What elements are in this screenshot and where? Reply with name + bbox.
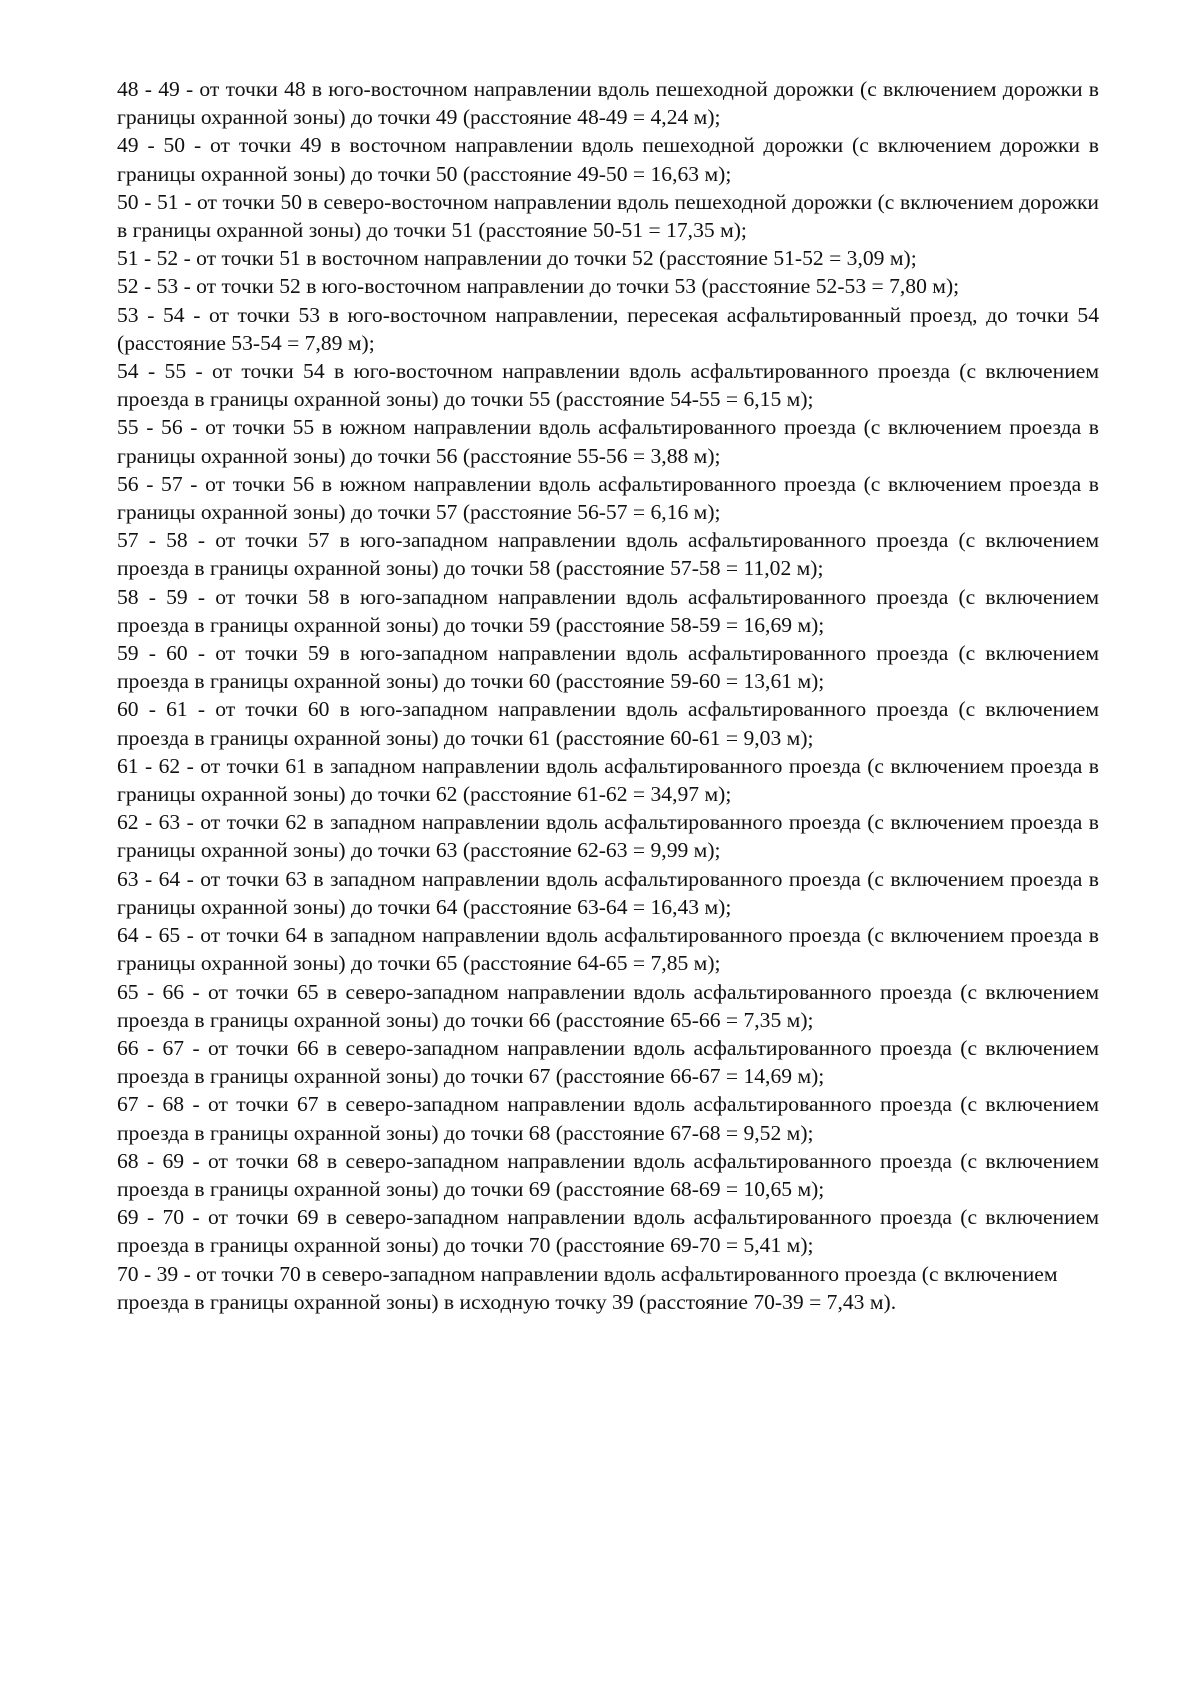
- boundary-entry-53-54: 53 - 54 - от точки 53 в юго-восточном направлении, пересекая асфальтированный проезд, до точки 54 (расстояние 53-54 = 7,89 м);: [117, 302, 1099, 355]
- boundary-entry-70-39: 70 - 39 - от точки 70 в северо-западном направлении вдоль асфальтированного проезда (с включением проезда в границы охранной зоны) в исходную точку 39 (расстояние 70-39 = 7,43 м).: [117, 1261, 1058, 1314]
- boundary-entry-49-50: 49 - 50 - от точки 49 в восточном направлении вдоль пешеходной дорожки (с включением дорожки в границы охранной зоны) до точки 50 (расстояние 49-50 = 16,63 м);: [117, 133, 1099, 186]
- boundary-entry-59-60: 59 - 60 - от точки 59 в юго-западном направлении вдоль асфальтированного проезда (с включением проезда в границы охранной зоны) до точки 60 (расстояние 59-60 = 13,61 м);: [117, 641, 1099, 694]
- boundary-entry-65-66: 65 - 66 - от точки 65 в северо-западном направлении вдоль асфальтированного проезда (с включением проезда в границы охранной зоны) до точки 66 (расстояние 65-66 = 7,35 м);: [117, 979, 1099, 1032]
- boundary-entry-56-57: 56 - 57 - от точки 56 в южном направлении вдоль асфальтированного проезда (с включением проезда в границы охранной зоны) до точки 57 (расстояние 56-57 = 6,16 м);: [117, 471, 1099, 525]
- boundary-entry-60-61: 60 - 61 - от точки 60 в юго-западном направлении вдоль асфальтированного проезда (с включением проезда в границы охранной зоны) до точки 61 (расстояние 60-61 = 9,03 м);: [117, 697, 1099, 750]
- boundary-entry-52-53: 52 - 53 - от точки 52 в юго-восточном направлении до точки 53 (расстояние 52-53 = 7,80 м);: [117, 274, 960, 299]
- boundary-entry-50-51: 50 - 51 - от точки 50 в северо-восточном направлении вдоль пешеходной дорожки (с включением дорожки в границы охранной зоны) до точки 51 (расстояние 50-51 = 17,35 м);: [117, 189, 1099, 243]
- boundary-entry-68-69: 68 - 69 - от точки 68 в северо-западном направлении вдоль асфальтированного проезда (с включением проезда в границы охранной зоны) до точки 69 (расстояние 68-69 = 10,65 м);: [117, 1148, 1099, 1201]
- boundary-entry-55-56: 55 - 56 - от точки 55 в южном направлении вдоль асфальтированного проезда (с включением проезда в границы охранной зоны) до точки 56 (расстояние 55-56 = 3,88 м);: [117, 415, 1099, 468]
- boundary-entry-62-63: 62 - 63 - от точки 62 в западном направлении вдоль асфальтированного проезда (с включением проезда в границы охранной зоны) до точки 63 (расстояние 62-63 = 9,99 м);: [117, 810, 1099, 863]
- boundary-entry-66-67: 66 - 67 - от точки 66 в северо-западном направлении вдоль асфальтированного проезда (с включением проезда в границы охранной зоны) до точки 67 (расстояние 66-67 = 14,69 м);: [117, 1035, 1099, 1089]
- boundary-entry-51-52: 51 - 52 - от точки 51 в восточном направлении до точки 52 (расстояние 51-52 = 3,09 м);: [117, 246, 917, 271]
- boundary-entry-64-65: 64 - 65 - от точки 64 в западном направлении вдоль асфальтированного проезда (с включением проезда в границы охранной зоны) до точки 65 (расстояние 64-65 = 7,85 м);: [117, 923, 1099, 976]
- boundary-entry-57-58: 57 - 58 - от точки 57 в юго-западном направлении вдоль асфальтированного проезда (с включением проезда в границы охранной зоны) до точки 58 (расстояние 57-58 = 11,02 м);: [117, 528, 1099, 581]
- boundary-entry-48-49: 48 - 49 - от точки 48 в юго-восточном направлении вдоль пешеходной дорожки (с включением дорожки в границы охранной зоны) до точки 49 (расстояние 48-49 = 4,24 м);: [117, 77, 1099, 130]
- document-body: [117, 75, 1099, 1316]
- boundary-entry-69-70: 69 - 70 - от точки 69 в северо-западном направлении вдоль асфальтированного проезда (с включением проезда в границы охранной зоны) до точки 70 (расстояние 69-70 = 5,41 м);: [117, 1205, 1099, 1258]
- boundary-entry-67-68: 67 - 68 - от точки 67 в северо-западном направлении вдоль асфальтированного проезда (с включением проезда в границы охранной зоны) до точки 68 (расстояние 67-68 = 9,52 м);: [117, 1092, 1099, 1145]
- boundary-entry-63-64: 63 - 64 - от точки 63 в западном направлении вдоль асфальтированного проезда (с включением проезда в границы охранной зоны) до точки 64 (расстояние 63-64 = 16,43 м);: [117, 866, 1099, 919]
- boundary-entry-61-62: 61 - 62 - от точки 61 в западном направлении вдоль асфальтированного проезда (с включением проезда в границы охранной зоны) до точки 62 (расстояние 61-62 = 34,97 м);: [117, 753, 1099, 807]
- boundary-entry-58-59: 58 - 59 - от точки 58 в юго-западном направлении вдоль асфальтированного проезда (с включением проезда в границы охранной зоны) до точки 59 (расстояние 58-59 = 16,69 м);: [117, 584, 1099, 637]
- boundary-entry-54-55: 54 - 55 - от точки 54 в юго-восточном направлении вдоль асфальтированного проезда (с включением проезда в границы охранной зоны) до точки 55 (расстояние 54-55 = 6,15 м);: [117, 359, 1099, 412]
